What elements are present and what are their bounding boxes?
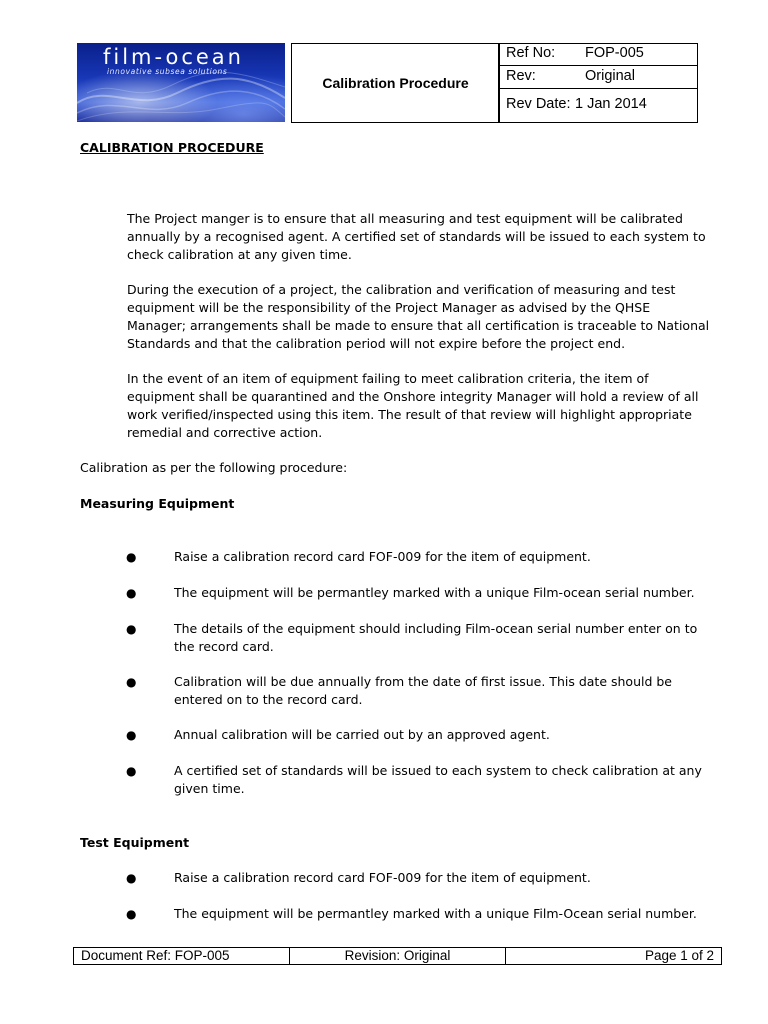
bullet-item: A certified set of standards will be issued to each system to check calibration at any [174, 763, 702, 778]
bullet-item: The equipment will be permantley marked with a unique Film-Ocean serial number. [174, 906, 697, 921]
paragraph-line: In the event of an item of equipment failing to meet calibration criteria, the item of [127, 371, 649, 386]
bullet-icon: ● [126, 586, 137, 600]
paragraph-line: Manager; arrangements shall be made to ensure that all certification is traceable to National [127, 318, 710, 333]
paragraph-line: work verified/inspected using this item. The result of that review will highlight appropriate [127, 407, 692, 422]
section-title: Measuring Equipment [80, 496, 235, 511]
bullet-icon: ● [126, 871, 137, 885]
company-logo [77, 43, 285, 122]
bullet-icon: ● [126, 764, 137, 778]
bullet-item: The equipment will be permantley marked with a unique Film-ocean serial number. [174, 585, 695, 600]
section-title: Test Equipment [80, 835, 190, 850]
ref-value: Original [585, 68, 635, 84]
bullet-icon: ● [126, 728, 137, 742]
footer-revision: Revision: Original [290, 948, 506, 964]
bullet-item: Raise a calibration record card FOF-009 for the item of equipment. [174, 870, 591, 885]
ref-label: Rev: [506, 68, 536, 84]
ref-row-rev-date [499, 89, 697, 122]
paragraph-line: During the execution of a project, the calibration and verification of measuring and test [127, 282, 676, 297]
paragraph-line: check calibration at any given time. [127, 247, 352, 262]
paragraph-line: The Project manger is to ensure that all measuring and test equipment will be calibrated [127, 211, 683, 226]
bullet-icon: ● [126, 550, 137, 564]
bullet-item-continued: entered on to the record card. [174, 692, 363, 707]
bullet-icon: ● [126, 622, 137, 636]
reference-table [498, 43, 698, 123]
ref-value: FOP-005 [585, 45, 644, 61]
bullet-item-continued: given time. [174, 781, 245, 796]
paragraph-line: equipment shall be quarantined and the Onshore integrity Manager will hold a review of all [127, 389, 699, 404]
logo-tagline: innovative subsea solutions [107, 67, 228, 76]
paragraph-line: Standards and that the calibration period will not expire before the project end. [127, 336, 626, 351]
bullet-item: Raise a calibration record card FOF-009 for the item of equipment. [174, 549, 591, 564]
footer-page-number: Page 1 of 2 [644, 948, 714, 963]
paragraph-line: remedial and corrective action. [127, 425, 323, 440]
intro-text: Calibration as per the following procedure: [80, 460, 348, 475]
bullet-item: Calibration will be due annually from the date of first issue. This date should be [174, 674, 672, 689]
section-heading: CALIBRATION PROCEDURE [80, 140, 264, 155]
bullet-icon: ● [126, 907, 137, 921]
paragraph-line: equipment will be the responsibility of the Project Manager as advised by the QHSE [127, 300, 651, 315]
paragraph-line: annually by a recognised agent. A certified set of standards will be issued to each system to [127, 229, 706, 244]
page-footer [73, 947, 722, 965]
ref-label: Ref No: [506, 45, 556, 61]
bullet-item: The details of the equipment should including Film-ocean serial number enter on to [174, 621, 698, 636]
bullet-icon: ● [126, 675, 137, 689]
bullet-item-continued: the record card. [174, 639, 274, 654]
ref-value: 1 Jan 2014 [575, 96, 647, 112]
logo-name: film-ocean [103, 45, 244, 69]
footer-doc-ref: Document Ref: FOP-005 [74, 948, 290, 964]
document-title: Calibration Procedure [291, 43, 500, 123]
ref-label: Rev Date: [506, 96, 571, 112]
ref-row-ref-no [499, 44, 697, 66]
bullet-item: Annual calibration will be carried out by an approved agent. [174, 727, 550, 742]
ref-row-rev [499, 66, 697, 89]
